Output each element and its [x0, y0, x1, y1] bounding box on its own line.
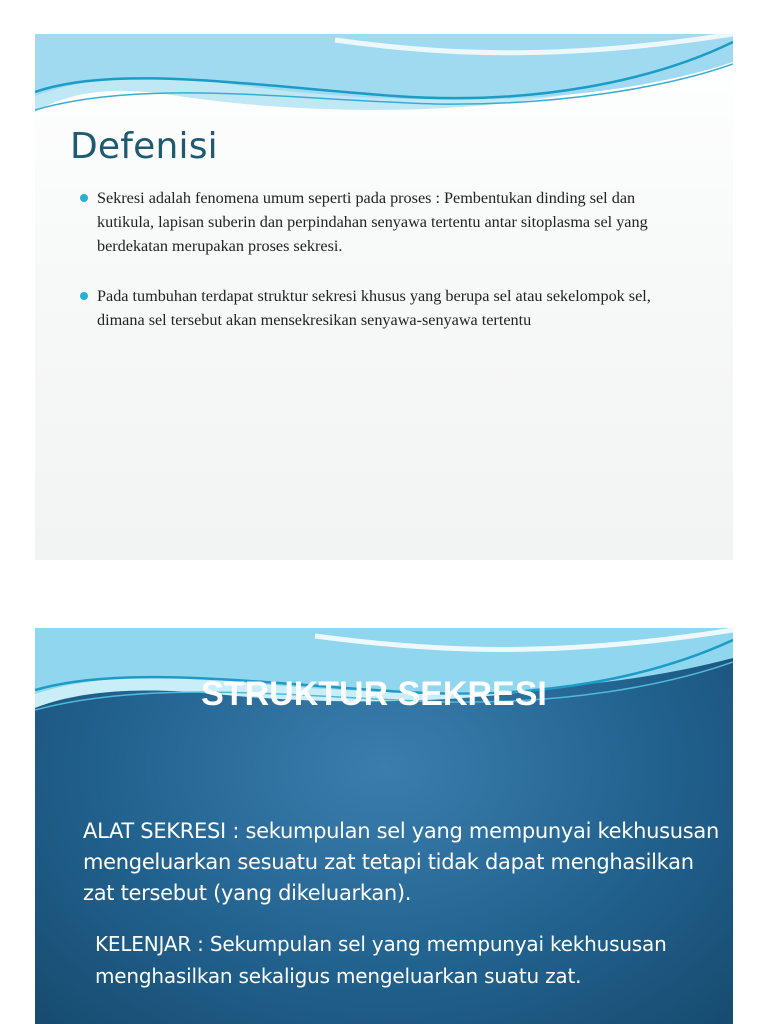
slide-title: Defenisi: [70, 126, 218, 167]
slide-struktur-sekresi: [35, 628, 733, 1024]
list-item: [80, 284, 680, 332]
alat-sekresi-text: ALAT SEKRESI : sekumpulan sel yang mempunyai kekhususan mengeluarkan sesuatu zat tetapi tidak dapat menghasilkan zat tersebut (yang dikeluarkan).: [83, 819, 719, 905]
bullet-text: Sekresi adalah fenomena umum seperti pada proses : Pembentukan dinding sel dan kutikula, lapisan suberin dan perpindahan senyawa tertentu antar sitoplasma sel yang berdekatan merupakan proses sekresi.: [97, 189, 648, 255]
slide-title: STRUKTUR SEKRESI: [201, 675, 547, 713]
bullet-dot-icon: [80, 292, 88, 300]
bullet-text: Pada tumbuhan terdapat struktur sekresi khusus yang berupa sel atau sekelompok sel, dimana sel tersebut akan mensekresikan senyawa-senyawa tertentu: [97, 287, 651, 329]
bullet-list: [80, 186, 680, 358]
bullet-dot-icon: [80, 194, 88, 202]
kelenjar-text: KELENJAR : Sekumpulan sel yang mempunyai kekhususan menghasilkan sekaligus mengeluarkan suatu zat.: [95, 932, 667, 988]
list-item: [80, 186, 680, 258]
slide-defenisi: [35, 34, 733, 560]
wave-header-decoration: [35, 34, 733, 124]
